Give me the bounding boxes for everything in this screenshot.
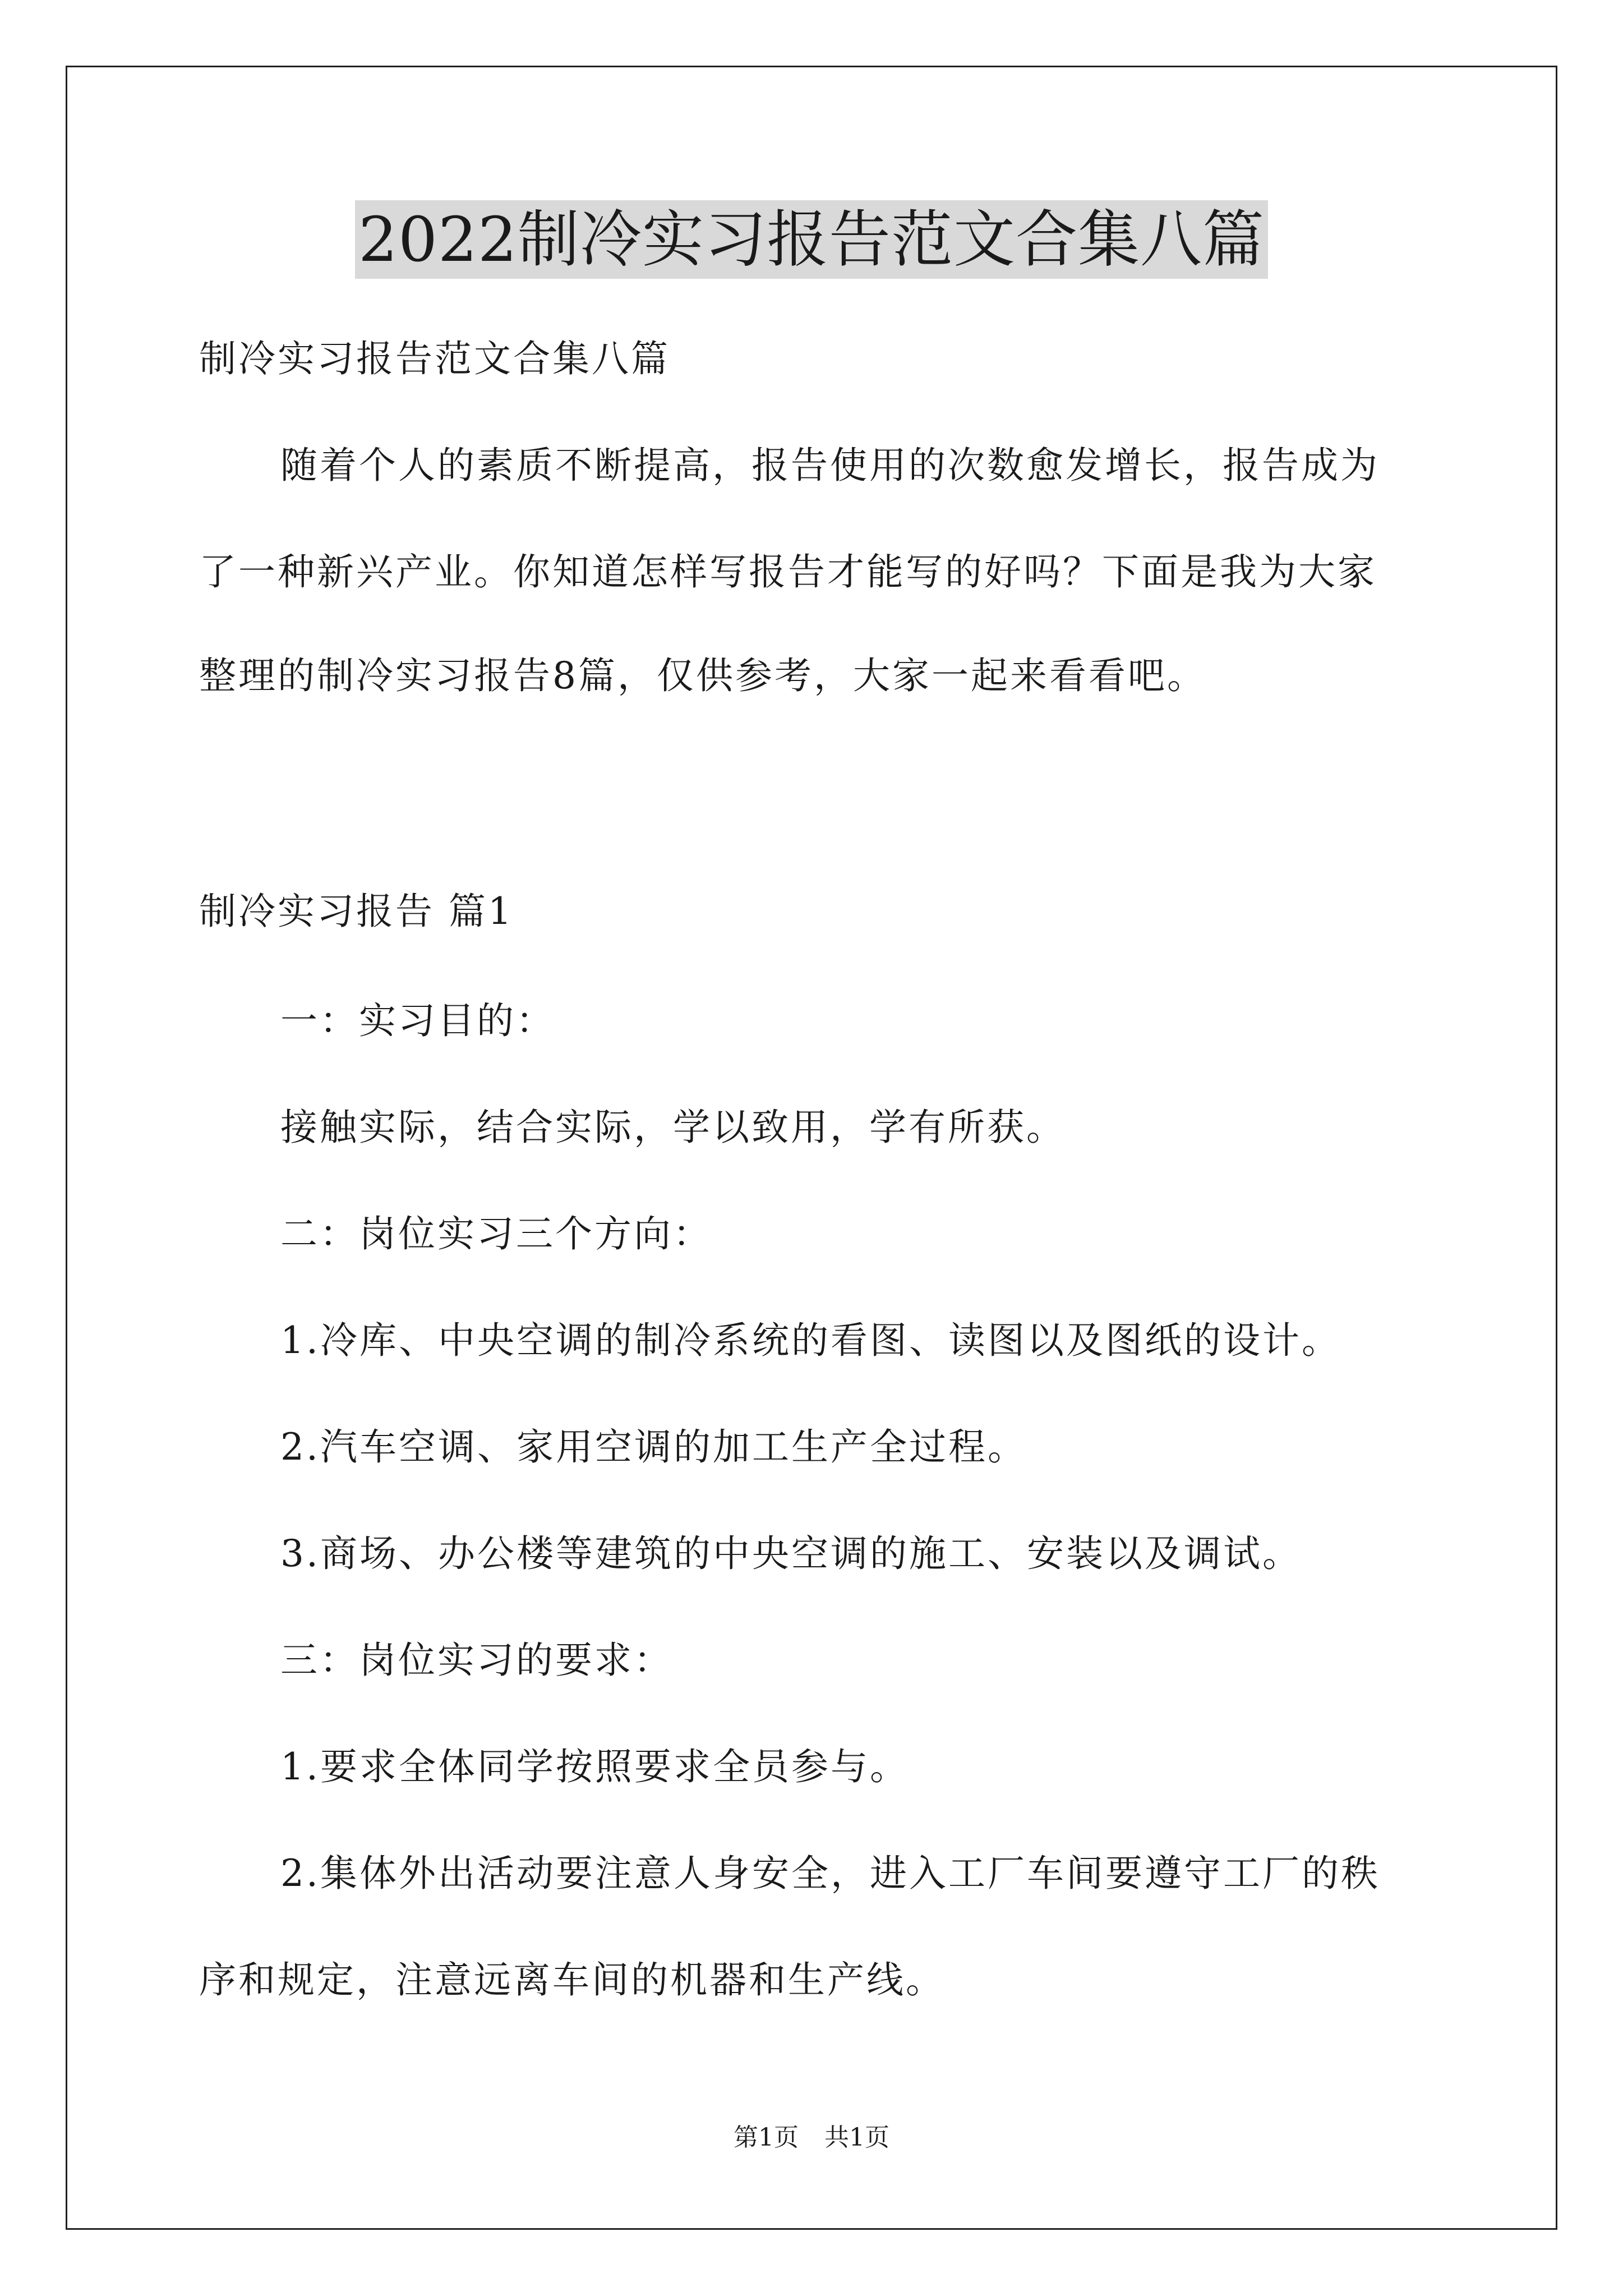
intro-line: 了一种新兴产业。你知道怎样写报告才能写的好吗？下面是我为大家 — [199, 550, 1377, 593]
body-line: 2.汽车空调、家用空调的加工生产全过程。 — [280, 1425, 1027, 1469]
page-number: 第1页 — [734, 2123, 799, 2152]
page-footer — [0, 2122, 1623, 2154]
body-line: 接触实际，结合实际，学以致用，学有所获。 — [280, 1106, 1066, 1149]
body-line: 二：岗位实习三个方向： — [280, 1212, 712, 1255]
section-heading: 制冷实习报告 篇1 — [199, 890, 514, 933]
body-line: 三：岗位实习的要求： — [280, 1639, 673, 1682]
body-line: 1.冷库、中央空调的制冷系统的看图、读图以及图纸的设计。 — [280, 1319, 1341, 1362]
body-line: 1.要求全体同学按照要求全员参与。 — [280, 1745, 909, 1788]
title-container — [0, 200, 1623, 279]
page-total: 共1页 — [824, 2123, 889, 2152]
document-title: 2022制冷实习报告范文合集八篇 — [355, 200, 1268, 279]
intro-line: 随着个人的素质不断提高，报告使用的次数愈发增长，报告成为 — [280, 444, 1380, 487]
body-line: 序和规定，注意远离车间的机器和生产线。 — [199, 1958, 945, 2001]
body-line: 一：实习目的： — [280, 999, 555, 1042]
body-line: 2.集体外出活动要注意人身安全，进入工厂车间要遵守工厂的秩 — [280, 1852, 1380, 1895]
body-line: 3.商场、办公楼等建筑的中央空调的施工、安装以及调试。 — [280, 1532, 1302, 1575]
document-subtitle: 制冷实习报告范文合集八篇 — [199, 337, 670, 380]
intro-line: 整理的制冷实习报告8篇，仅供参考，大家一起来看看吧。 — [199, 654, 1206, 697]
